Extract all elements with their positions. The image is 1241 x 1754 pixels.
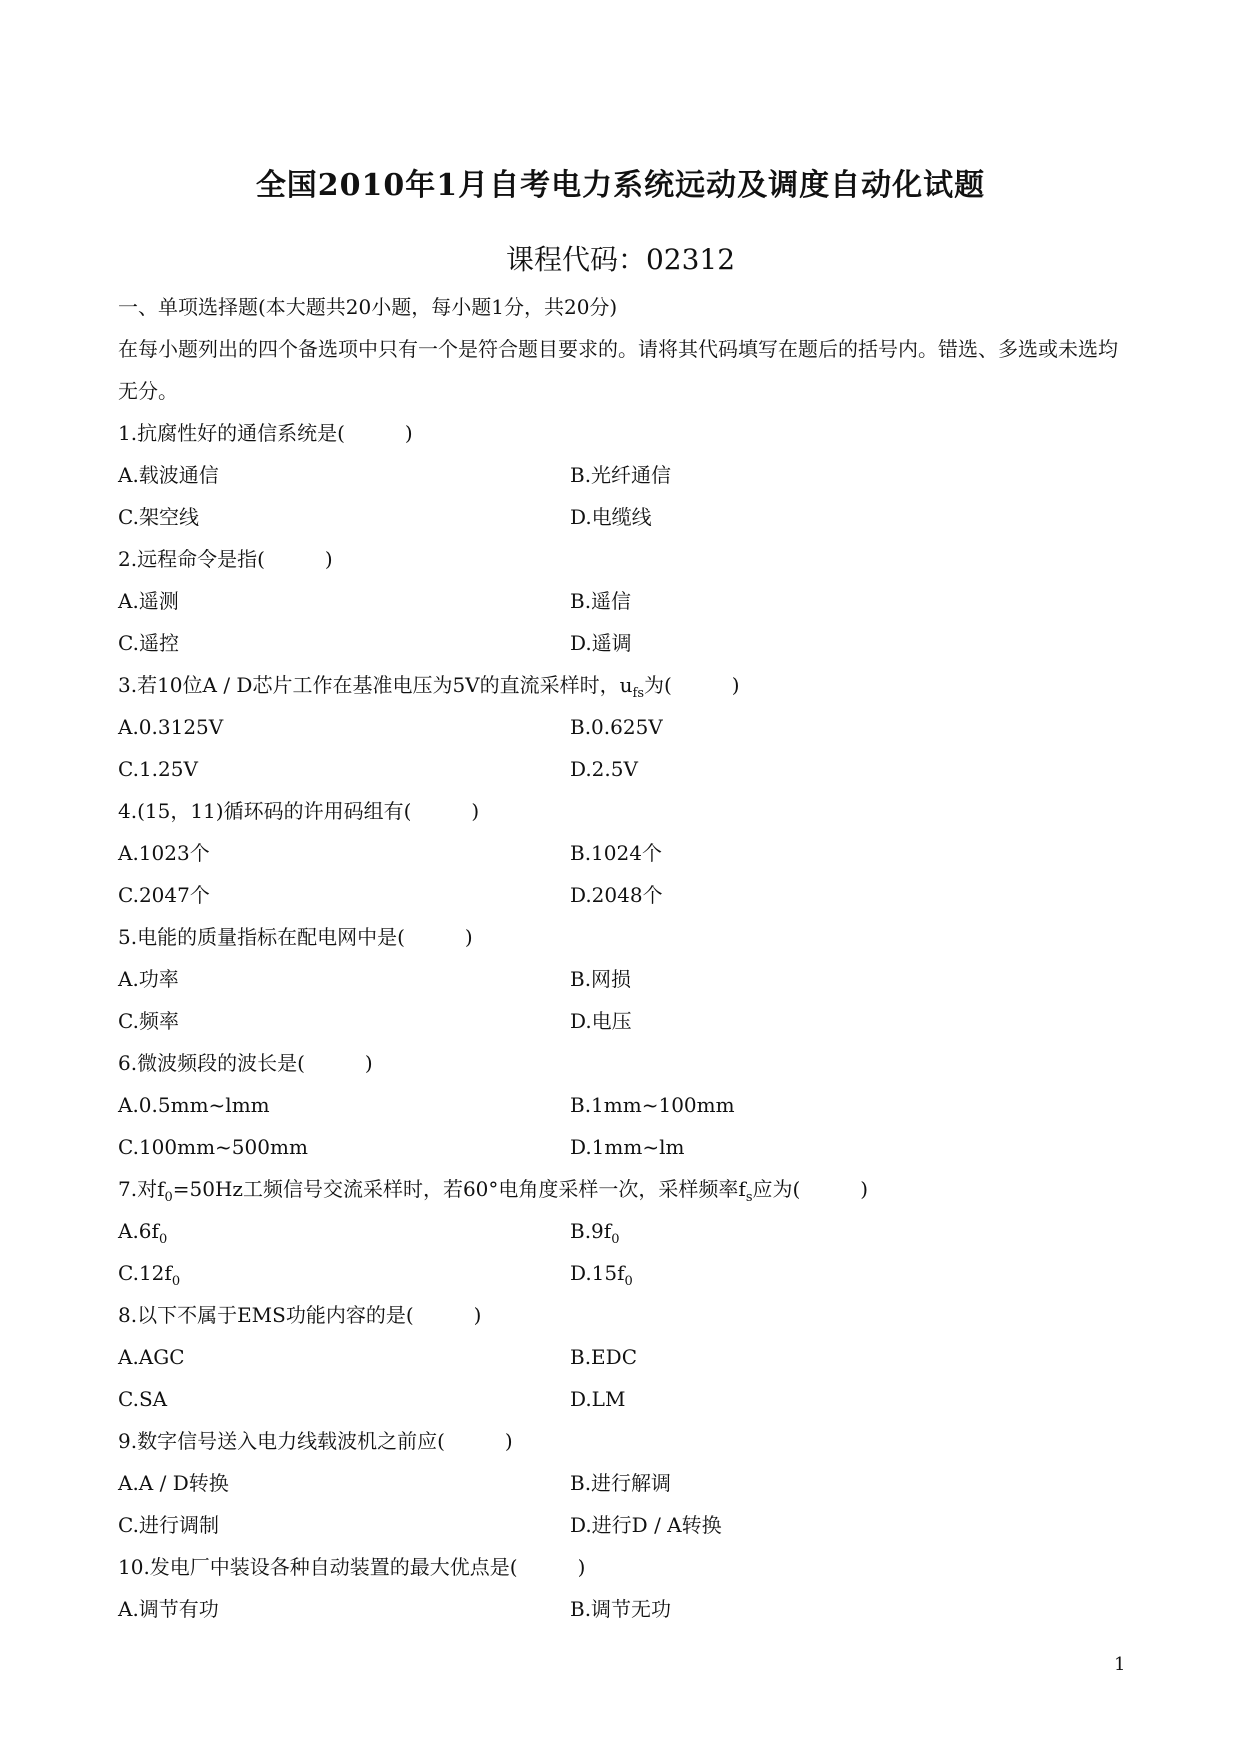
option-a: A.A / D转换 bbox=[118, 1471, 229, 1495]
option-a bbox=[118, 1210, 167, 1256]
option-a: A.AGC bbox=[118, 1345, 185, 1369]
option-b: B.0.625V bbox=[570, 715, 663, 739]
option-b: B.1024个 bbox=[570, 841, 662, 865]
options-row bbox=[118, 1252, 1128, 1294]
subscript: fs bbox=[632, 686, 644, 701]
option-d: D.电缆线 bbox=[570, 505, 652, 529]
options-row bbox=[118, 622, 1128, 664]
options-row bbox=[118, 1462, 1128, 1504]
option-d: D.电压 bbox=[570, 1009, 632, 1033]
question-4: 4.(15，11)循环码的许用码组有( ) bbox=[118, 799, 480, 823]
option-b: B.EDC bbox=[570, 1345, 637, 1369]
course-code: 课程代码：02312 bbox=[505, 243, 736, 276]
question-text: 为( ) bbox=[644, 673, 740, 697]
options-row bbox=[118, 748, 1128, 790]
option-c: C.1.25V bbox=[118, 757, 198, 781]
option-b: B.1mm~100mm bbox=[570, 1093, 735, 1117]
option-a: A.调节有功 bbox=[118, 1597, 219, 1621]
subscript: 0 bbox=[611, 1232, 620, 1247]
options-row bbox=[118, 1126, 1128, 1168]
options-row bbox=[118, 496, 1128, 538]
question-6: 6.微波频段的波长是( ) bbox=[118, 1051, 373, 1075]
option-d: D.2.5V bbox=[570, 757, 638, 781]
options-row bbox=[118, 874, 1128, 916]
option-b: B.进行解调 bbox=[570, 1471, 672, 1495]
options-row bbox=[118, 1000, 1128, 1042]
subscript: 0 bbox=[158, 1232, 168, 1247]
question-8: 8.以下不属于EMS功能内容的是( ) bbox=[118, 1303, 482, 1327]
option-b: B.遥信 bbox=[570, 589, 632, 613]
question-text: 7.对f bbox=[118, 1177, 165, 1201]
option-a: A.载波通信 bbox=[118, 463, 219, 487]
options-row bbox=[118, 1084, 1128, 1126]
option-c: C.遥控 bbox=[118, 631, 179, 655]
option-a: A.0.3125V bbox=[118, 715, 224, 739]
question-10: 10.发电厂中装设各种自动装置的最大优点是( ) bbox=[118, 1555, 586, 1579]
option-c: C.100mm~500mm bbox=[118, 1135, 308, 1159]
question-5: 5.电能的质量指标在配电网中是( ) bbox=[118, 925, 473, 949]
exam-body bbox=[118, 286, 1128, 1630]
question-2: 2.远程命令是指( ) bbox=[118, 547, 333, 571]
options-row bbox=[118, 454, 1128, 496]
option-b: B.调节无功 bbox=[570, 1597, 672, 1621]
question-text: =50Hz工频信号交流采样时，若60°电角度采样一次，采样频率f bbox=[172, 1177, 746, 1201]
option-text: D.15f bbox=[570, 1261, 625, 1285]
question-7 bbox=[118, 1168, 1128, 1210]
page-title: 全国2010年1月自考电力系统远动及调度自动化试题 bbox=[255, 168, 986, 203]
page-number: 1 bbox=[1114, 1654, 1126, 1675]
option-a: A.功率 bbox=[118, 967, 179, 991]
question-1: 1.抗腐性好的通信系统是( ) bbox=[118, 421, 413, 445]
options-row bbox=[118, 1336, 1128, 1378]
option-a: A.遥测 bbox=[118, 589, 179, 613]
option-text: B.9f bbox=[570, 1219, 612, 1243]
options-row bbox=[118, 1378, 1128, 1420]
options-row bbox=[118, 706, 1128, 748]
option-b bbox=[570, 1210, 619, 1256]
options-row bbox=[118, 958, 1128, 1000]
question-text: 3.若10位A / D芯片工作在基准电压为5V的直流采样时，u bbox=[118, 673, 633, 697]
option-a: A.1023个 bbox=[118, 841, 210, 865]
option-c: C.进行调制 bbox=[118, 1513, 219, 1537]
option-d: D.进行D / A转换 bbox=[570, 1513, 722, 1537]
subscript: 0 bbox=[171, 1274, 181, 1289]
option-a: A.0.5mm~lmm bbox=[118, 1093, 270, 1117]
option-d: D.1mm~lm bbox=[570, 1135, 685, 1159]
options-row bbox=[118, 832, 1128, 874]
option-c: C.频率 bbox=[118, 1009, 179, 1033]
option-c: C.架空线 bbox=[118, 505, 199, 529]
question-text: 应为( ) bbox=[752, 1177, 869, 1201]
option-c bbox=[118, 1252, 180, 1298]
option-c: C.SA bbox=[118, 1387, 168, 1411]
question-9: 9.数字信号送入电力线载波机之前应( ) bbox=[118, 1429, 513, 1453]
options-row bbox=[118, 1504, 1128, 1546]
option-b: B.光纤通信 bbox=[570, 463, 672, 487]
option-b: B.网损 bbox=[570, 967, 632, 991]
option-d bbox=[570, 1252, 633, 1298]
subscript: 0 bbox=[164, 1190, 173, 1205]
options-row bbox=[118, 580, 1128, 622]
option-d: D.2048个 bbox=[570, 883, 663, 907]
question-3 bbox=[118, 664, 1128, 706]
subscript: s bbox=[745, 1190, 753, 1205]
options-row bbox=[118, 1210, 1128, 1252]
option-d: D.遥调 bbox=[570, 631, 632, 655]
option-text: C.12f bbox=[118, 1261, 172, 1285]
subscript: 0 bbox=[624, 1274, 633, 1289]
section-heading: 一、单项选择题(本大题共20小题，每小题1分，共20分) bbox=[118, 295, 618, 319]
option-d: D.LM bbox=[570, 1387, 626, 1411]
option-c: C.2047个 bbox=[118, 883, 210, 907]
option-text: A.6f bbox=[118, 1219, 159, 1243]
instructions: 在每小题列出的四个备选项中只有一个是符合题目要求的。请将其代码填写在题后的括号内。错选、多选或未选均无分。 bbox=[118, 337, 1118, 403]
options-row bbox=[118, 1588, 1128, 1630]
